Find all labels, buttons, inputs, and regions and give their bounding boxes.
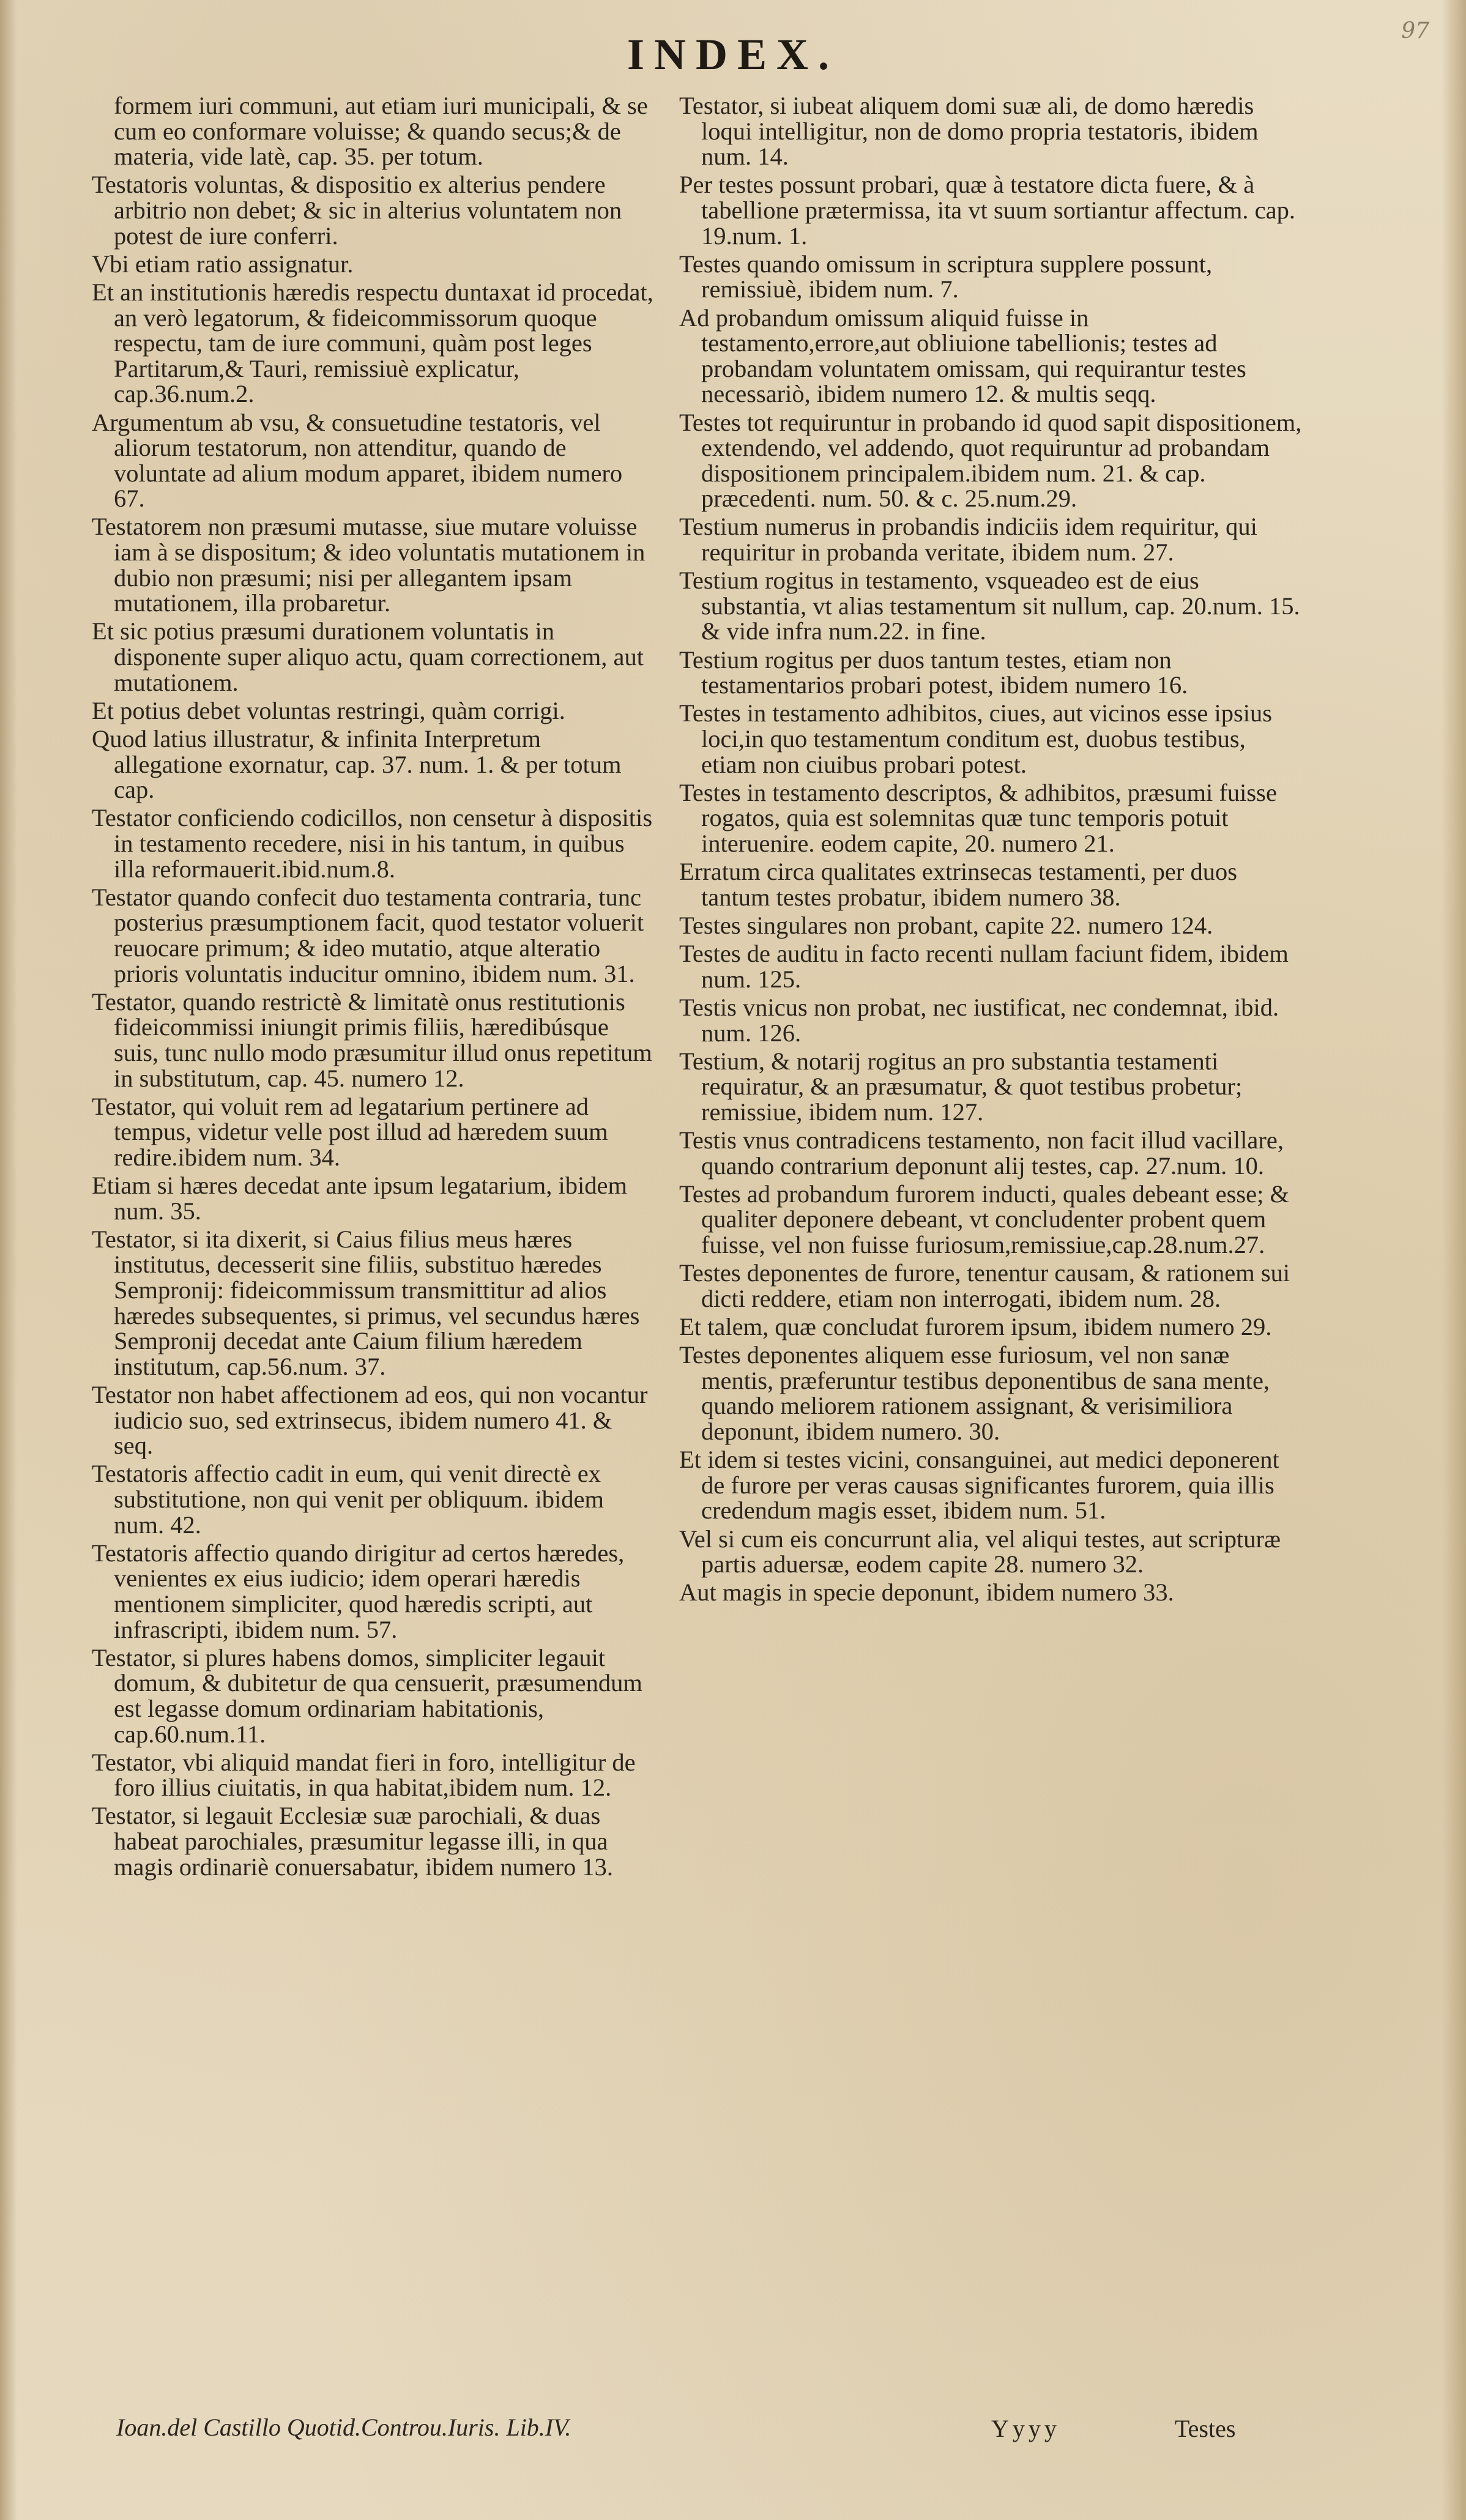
index-entry: Testes ad probandum furorem inducti, quales debeant esse; & qualiter deponere debeant, vt concludenter probent quem fuisse, vel non fuisse furiosum,remissiue,cap.28.num.27.	[679, 1180, 1289, 1259]
index-entry: Etiam si hæres decedat ante ipsum legatarium, ibidem num. 35.	[92, 1172, 628, 1225]
index-entry: Testator, qui voluit rem ad legatarium pertinere ad tempus, videtur velle post illud ad hæredem suum redire.ibidem num. 34.	[92, 1092, 608, 1171]
index-entry: Aut magis in specie deponunt, ibidem numero 33.	[679, 1578, 1174, 1607]
page-corner-number: 97	[1401, 18, 1429, 43]
index-entry: Testis vnicus non probat, nec iustificat, nec condemnat, ibid. num. 126.	[679, 993, 1279, 1047]
index-entry: Testator, si legauit Ecclesiæ suæ parochiali, & duas habeat parochiales, præsumitur legasse illi, in qua magis ordinariè conuersabatur, ibidem numero 13.	[92, 1802, 614, 1881]
index-entry: Testator non habet affectionem ad eos, qui non vocantur iudicio suo, sed extrinsecus, ibidem numero 41. & seq.	[92, 1381, 648, 1460]
index-entry: Testatoris affectio cadit in eum, qui venit directè ex substitutione, non qui venit per obliquum. ibidem num. 42.	[92, 1460, 604, 1539]
index-entry: Testes tot requiruntur in probando id quod sapit dispositionem, extendendo, vel addendo, quot requiruntur ad probandam dispositionem principalem.ibidem num. 21. & cap. præcedenti. num. 50. & c. 25.num.29.	[679, 408, 1302, 513]
index-entry: Testium rogitus per duos tantum testes, etiam non testamentarios probari potest, ibidem numero 16.	[679, 645, 1188, 699]
index-entry: Per testes possunt probari, quæ à testatore dicta fuere, & à tabellione prætermissa, ita vt suum sortiantur affectum. cap. 19.num. 1.	[679, 171, 1295, 250]
index-entry: Testator, si plures habens domos, simpliciter legauit domum, & dubitetur de qua censuerit, præsumendum est legasse domum ordinariam habitationis, cap.60.num.11.	[92, 1643, 642, 1748]
index-column-left	[92, 93, 655, 1883]
index-entry: Testes deponentes aliquem esse furiosum, vel non sanæ mentis, præferuntur testibus deponentibus de sana mente, quando meliorem rationem assignant, & verisimiliora deponunt, ibidem numero. 30.	[679, 1341, 1270, 1445]
index-entry: Testium numerus in probandis indiciis idem requiritur, qui requiritur in probanda veritate, ibidem num. 27.	[679, 513, 1257, 567]
index-entry: Argumentum ab vsu, & consuetudine testatoris, vel aliorum testatorum, non attenditur, quando de voluntate ad alium modum apparet, ibidem numero 67.	[92, 408, 623, 513]
index-entry: formem iuri communi, aut etiam iuri municipali, & se cum eo conformare voluisse; & quando secus;& de materia, vide latè, cap. 35. per totum.	[114, 92, 648, 171]
index-entry: Testator quando confecit duo testamenta contraria, tunc posterius præsumptionem facit, quod testator voluerit reuocare primum; & ideo mutatio, atque alteratio prioris voluntatis inducitur omnino, ibidem num. 31.	[92, 883, 644, 987]
signature-mark: Yyyy	[991, 2415, 1060, 2442]
index-entry: Et an institutionis hæredis respectu duntaxat id procedat, an verò legatorum, & fideicommissorum quoque respectu, tam de iure communi, quàm post leges Partitarum,& Tauri, remissiuè explicatur, cap.36.num.2.	[92, 278, 653, 408]
index-entry: Et potius debet voluntas restringi, quàm corrigi.	[92, 696, 565, 724]
index-entry: Ad probandum omissum aliquid fuisse in testamento,errore,aut obliuione tabellionis; testes ad probandam voluntatem omissam, qui requirantur testes necessariò, ibidem numero 12. & multis seqq.	[679, 303, 1246, 408]
index-entry: Erratum circa qualitates extrinsecas testamenti, per duos tantum testes probatur, ibidem numero 38.	[679, 858, 1238, 911]
index-entry: Testatoris voluntas, & dispositio ex alterius pendere arbitrio non debet; & sic in alterius voluntatem non potest de iure conferri.	[92, 171, 622, 250]
index-entry: Testatorem non præsumi mutasse, siue mutare voluisse iam à se dispositum; & ideo voluntatis mutationem in dubio non præsumi; nisi per allegantem ipsam mutationem, illa probaretur.	[92, 513, 646, 617]
index-entry: Et talem, quæ concludat furorem ipsum, ibidem numero 29.	[679, 1313, 1272, 1340]
index-entry: Testes quando omissum in scriptura supplere possunt, remissiuè, ibidem num. 7.	[679, 250, 1213, 303]
index-entry: Testes de auditu in facto recenti nullam faciunt fidem, ibidem num. 125.	[679, 940, 1289, 993]
page-edge-right	[1442, 0, 1466, 2520]
index-entry: Testes in testamento adhibitos, ciues, aut vicinos esse ipsius loci,in quo testamentum conditum est, duobus testibus, etiam non ciuibus probari potest.	[679, 699, 1273, 778]
index-entry: Testator conficiendo codicillos, non censetur à dispositis in testamento recedere, nisi in his tantum, in quibus illa reformauerit.ibid.num.8.	[92, 804, 653, 883]
index-entry: Testes in testamento descriptos, & adhibitos, præsumi fuisse rogatos, quia est solemnitas quæ tunc temporis potuit interuenire. eodem capite, 20. numero 21.	[679, 778, 1277, 857]
index-entry: Et idem si testes vicini, consanguinei, aut medici deponerent de furore per veras causas significantes furorem, quia illis credendum magis esset, ibidem num. 51.	[679, 1446, 1279, 1525]
index-entry: Testes deponentes de furore, tenentur causam, & rationem sui dicti reddere, etiam non interrogati, ibidem num. 28.	[679, 1259, 1290, 1312]
index-entry: Testator, si ita dixerit, si Caius filius meus hæres institutus, decesserit sine filiis, substituo hæredes Sempronij: fideicommissum transmittitur ad alios hæredes subsequentes, si primus, vel secundus hæres Sempronij decedat ante Caium filium hæredem institutum, cap.56.num. 37.	[92, 1225, 640, 1380]
index-entry: Testator, si iubeat aliquem domi suæ ali, de domo hæredis loqui intelligitur, non de domo propria testatoris, ibidem num. 14.	[679, 92, 1259, 171]
index-entry: Quod latius illustratur, & infinita Interpretum allegatione exornatur, cap. 37. num. 1. & per totum cap.	[92, 725, 622, 804]
catchword: Testes	[1175, 2415, 1236, 2442]
index-column-right	[679, 93, 1303, 1608]
index-entry: Vbi etiam ratio assignatur.	[92, 250, 354, 278]
index-entry: Vel si cum eis concurrunt alia, vel aliqui testes, aut scripturæ partis aduersæ, eodem capite 28. numero 32.	[679, 1525, 1281, 1578]
index-entry: Testes singulares non probant, capite 22. numero 124.	[679, 911, 1213, 939]
index-entry: Testis vnus contradicens testamento, non facit illud vacillare, quando contrarium deponunt alij testes, cap. 27.num. 10.	[679, 1126, 1284, 1180]
page-edge-left	[0, 0, 17, 2520]
page-title: INDEX.	[627, 30, 839, 79]
index-entry: Testatoris affectio quando dirigitur ad certos hæredes, venientes ex eius iudicio; idem operari hæredis mentionem simpliciter, quod hæredis scripti, aut infrascripti, ibidem num. 57.	[92, 1539, 625, 1643]
index-entry: Testator, vbi aliquid mandat fieri in foro, intelligitur de foro illius ciuitatis, in qua habitat,ibidem num. 12.	[92, 1748, 636, 1802]
index-entry: Testium rogitus in testamento, vsqueadeo est de eius substantia, vt alias testamentum sit nullum, cap. 20.num. 15. & vide infra num.22. in fine.	[679, 567, 1300, 645]
index-entry: Testator, quando restrictè & limitatè onus restitutionis fideicommissi iniungit primis filiis, hæredibúsque suis, tunc nullo modo præsumitur illud onus repetitum in substitutum, cap. 45. numero 12.	[92, 987, 652, 1092]
index-entry: Et sic potius præsumi durationem voluntatis in disponente super aliquo actu, quam correctionem, aut mutationem.	[92, 617, 644, 696]
running-footer-title: Ioan.del Castillo Quotid.Controu.Iuris. Lib.IV.	[116, 2414, 571, 2441]
index-entry: Testium, & notarij rogitus an pro substantia testamenti requiratur, & an præsumatur, & quot testibus probetur; remissiue, ibidem num. 127.	[679, 1047, 1243, 1126]
